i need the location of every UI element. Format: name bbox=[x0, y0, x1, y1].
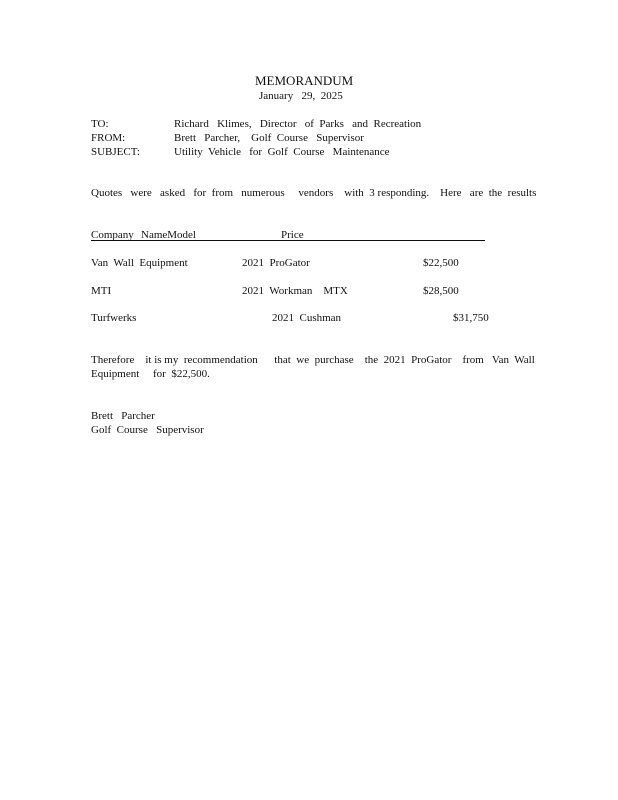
signature-name: Brett Parcher bbox=[91, 410, 155, 422]
memo-title: MEMORANDUM bbox=[255, 73, 354, 88]
table-row-price: $31,750 bbox=[453, 312, 489, 324]
recommendation-line-1: Therefore it is my recommendation that we purchase the 2021 ProGator from Van Wall bbox=[91, 354, 535, 366]
table-header-namemodel: NameModel bbox=[141, 229, 196, 241]
memo-date: January 29, 2025 bbox=[259, 90, 343, 102]
subject-value: Utility Vehicle for Golf Course Maintenance bbox=[174, 146, 390, 158]
table-header-rule bbox=[91, 240, 485, 241]
signature-title: Golf Course Supervisor bbox=[91, 424, 204, 436]
table-row-company: Van Wall Equipment bbox=[91, 257, 188, 269]
table-row-company: Turfwerks bbox=[91, 312, 137, 324]
to-value: Richard Klimes, Director of Parks and Recreation bbox=[174, 118, 422, 130]
table-header-price: Price bbox=[281, 229, 304, 241]
table-row-model: 2021 Cushman bbox=[272, 312, 342, 324]
table-row-model: 2021 Workman MTX bbox=[242, 285, 348, 297]
table-row-price: $22,500 bbox=[423, 257, 459, 269]
table-row-company: MTI bbox=[91, 285, 112, 297]
table-row-price: $28,500 bbox=[423, 285, 459, 297]
intro-text: Quotes were asked for from numerous vendors with 3 responding. Here are the results bbox=[91, 187, 537, 199]
table-row-model: 2021 ProGator bbox=[242, 257, 310, 269]
from-value: Brett Parcher, Golf Course Supervisor bbox=[174, 132, 364, 144]
subject-label: SUBJECT: bbox=[91, 146, 140, 158]
table-header-company: Company bbox=[91, 229, 134, 241]
recommendation-line-2: Equipment for $22,500. bbox=[91, 368, 210, 380]
to-label: TO: bbox=[91, 118, 109, 130]
from-label: FROM: bbox=[91, 132, 126, 144]
